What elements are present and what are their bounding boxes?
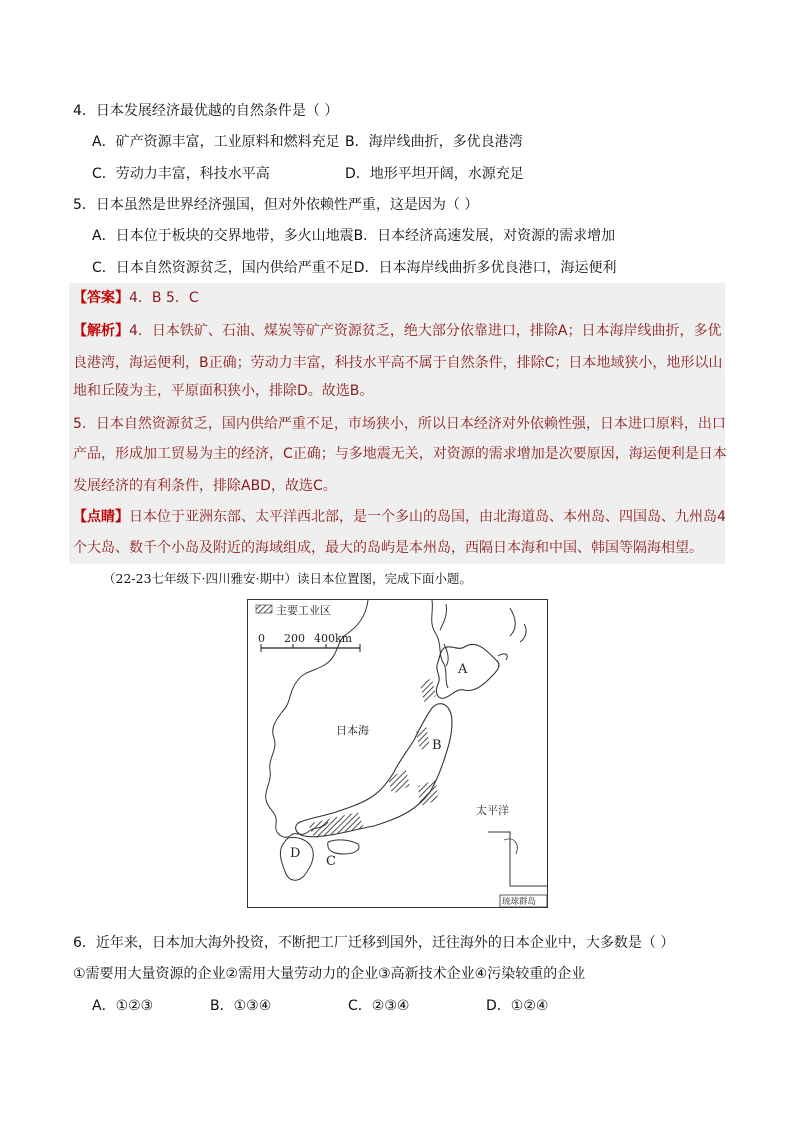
tip-tag: 【点睛】 <box>73 509 129 525</box>
ryukyu-label: 琉球群岛 <box>502 897 537 907</box>
answer-line <box>73 288 199 308</box>
q6-option-b: B．①③④ <box>210 998 272 1014</box>
analysis-line-1 <box>73 321 721 341</box>
scale-tick-400km: 400km <box>314 632 353 645</box>
q4-stem: 4．日本发展经济最优越的自然条件是（ ） <box>73 103 339 119</box>
q5-options-cd: C．日本自然资源贫乏，国内供给严重不足D．日本海岸线曲折多优良港口，海运便利 <box>92 260 617 276</box>
legend-hatch-icon <box>256 605 272 613</box>
answer-tag: 【答案】 <box>73 290 129 306</box>
analysis-line-3: 地和丘陵为主，平原面积狭小，排除D。故选B。 <box>73 383 374 399</box>
analysis-line-5: 产品，形成加工贸易为主的经济，C正确；与多地震无关，对资源的需求增加是次要原因，海运便利是日本 <box>73 446 727 462</box>
q4-option-c: C．劳动力丰富，科技水平高 <box>92 166 270 182</box>
q5-stem: 5．日本虽然是世界经济强国，但对外依赖性严重，这是因为（ ） <box>73 197 479 213</box>
answer-text: 4．B 5．C <box>129 290 199 306</box>
tip-line-2: 个大岛、数千个小岛及附近的海域组成，最大的岛屿是本州岛，西隔日本海和中国、韩国等隔海相望。 <box>73 540 703 556</box>
honshu-island <box>296 704 452 837</box>
label-b: B <box>432 738 442 753</box>
kuril-islands <box>498 608 526 660</box>
shikoku-island <box>328 840 359 854</box>
tip-text: 日本位于亚洲东部、太平洋西北部，是一个多山的岛国，由北海道岛、本州岛、四国岛、九州岛4 <box>129 509 726 525</box>
label-a: A <box>458 662 468 677</box>
q6-option-d: D．①②④ <box>486 998 549 1014</box>
label-c: C <box>326 854 336 869</box>
source-note: （22-23七年级下·四川雅安·期中）读日本位置图，完成下面小题。 <box>103 571 472 586</box>
q6-items: ①需要用大量资源的企业②需用大量劳动力的企业③高新技术企业④污染较重的企业 <box>73 966 586 982</box>
analysis-line-4: 5．日本自然资源贫乏，国内供给严重不足，市场狭小，所以日本经济对外依赖性强，日本进口原料，出口 <box>73 416 726 432</box>
pacific-label: 太平洋 <box>476 804 509 817</box>
analysis-text: 4．日本铁矿、石油、煤炭等矿产资源贫乏，绝大部分依靠进口，排除A；日本海岸线曲折，多优 <box>129 323 722 339</box>
sea-of-japan-label: 日本海 <box>336 724 369 737</box>
q6-stem: 6．近年来，日本加大海外投资，不断把工厂迁移到国外，迁往海外的日本企业中，大多数是（ ） <box>73 935 675 951</box>
japan-location-map <box>247 599 548 908</box>
analysis-tag: 【解析】 <box>73 323 129 339</box>
scale-tick-0: 0 <box>258 632 265 645</box>
tip-line-1 <box>73 507 726 527</box>
q4-option-b: B．海岸线曲折，多优良港湾 <box>345 134 523 150</box>
legend-label: 主要工业区 <box>276 604 331 617</box>
analysis-line-2: 良港湾，海运便利，B正确；劳动力丰富，科技水平高不属于自然条件，排除C；日本地域狭小，地形以山 <box>73 355 723 371</box>
scale-tick-200: 200 <box>284 632 305 645</box>
q6-option-c: C．②③④ <box>348 998 410 1014</box>
label-d: D <box>290 846 301 861</box>
mainland-coast-north <box>432 600 448 688</box>
q4-option-a: A．矿产资源丰富，工业原料和燃料充足 <box>92 134 340 150</box>
q6-option-a: A．①②③ <box>92 998 154 1014</box>
scale-bar <box>261 644 360 652</box>
analysis-line-6: 发展经济的有利条件，排除ABD，故选C。 <box>73 478 337 494</box>
q4-option-d: D．地形平坦开阔，水源充足 <box>345 166 524 182</box>
q5-options-ab: A．日本位于板块的交界地带，多火山地震B．日本经济高速发展，对资源的需求增加 <box>92 228 616 244</box>
